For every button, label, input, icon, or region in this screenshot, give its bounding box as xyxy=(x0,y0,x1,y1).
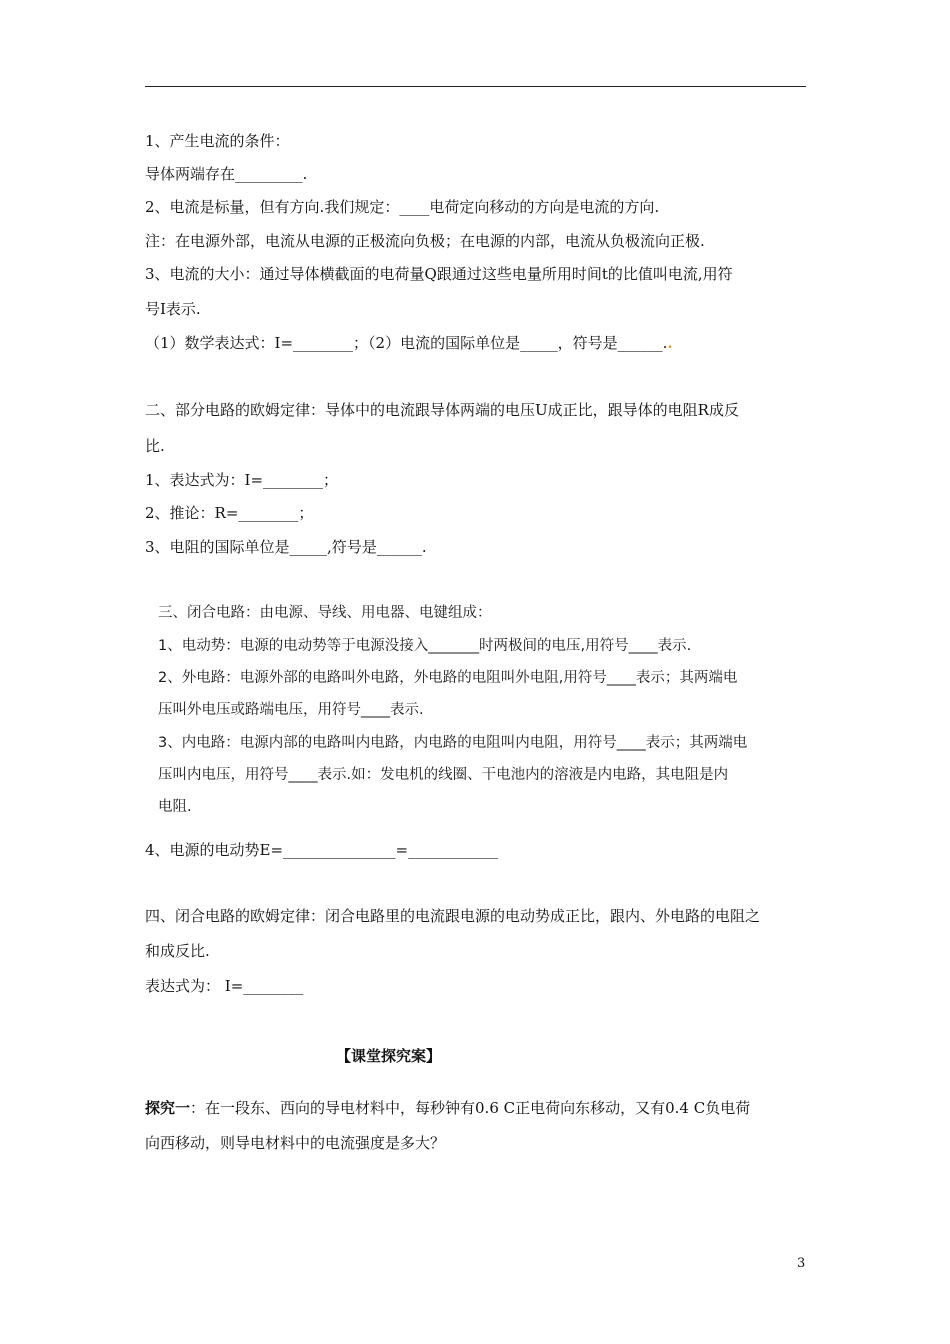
text-line: 号I表示. xyxy=(145,300,201,318)
text-line: 表达式为： I=________ xyxy=(145,977,304,995)
formula-line-text: （1）数学表达式：I=________；（2）电流的国际单位是_____，符号是______. xyxy=(145,334,668,352)
scanned-line: 电阻. xyxy=(158,799,192,815)
scanned-line: 压叫外电压或路端电压，用符号____表示. xyxy=(158,702,424,718)
text-line: 四、闭合电路的欧姆定律：闭合电路里的电流跟电源的电动势成正比，跟内、外电路的电阻之 xyxy=(145,907,761,925)
scanned-line: 3、内电路：电源内部的电路叫内电路，内电路的电阻叫内电阻，用符号____表示；其两端电 xyxy=(158,735,748,751)
section-heading: 【课堂探究案】 xyxy=(336,1047,442,1065)
text-line: 3、电流的大小：通过导体横截面的电荷量Q跟通过这些电量所用时间t的比值叫电流,用符 xyxy=(145,265,733,283)
question-line: 向西移动，则导电材料中的电流强度是多大？ xyxy=(145,1134,446,1152)
scanned-line: 1、电动势：电源的电动势等于电源没接入_______时两极间的电压,用符号____表示. xyxy=(158,638,692,654)
scanned-line: 三、闭合电路：由电源、导线、用电器、电键组成： xyxy=(158,605,492,621)
stray-mark: . xyxy=(667,334,673,352)
text-line: 2、推论：R=________； xyxy=(145,504,314,522)
text-line: 注：在电源外部，电流从电源的正极流向负极；在电源的内部，电流从负极流向正极. xyxy=(145,232,705,250)
text-line xyxy=(145,333,673,353)
text-line: 1、表达式为：I=________； xyxy=(145,471,339,489)
scanned-line: 2、外电路：电源外部的电路叫外电路，外电路的电阻叫外电阻,用符号____表示；其两端电 xyxy=(158,670,738,686)
text-line: 比. xyxy=(145,437,165,455)
question-text: ：在一段东、西向的导电材料中，每秒钟有0.6 C正电荷向东移动，又有0.4 C负电荷 xyxy=(190,1099,751,1117)
text-line: 二、部分电路的欧姆定律：导体中的电流跟导体两端的电压U成正比，跟导体的电阻R成反 xyxy=(145,401,739,419)
text-line: 4、电源的电动势E=_______________=____________ xyxy=(145,841,499,859)
text-line: 和成反比. xyxy=(145,942,210,960)
text-line: 1、产生电流的条件： xyxy=(145,132,290,150)
header-rule xyxy=(145,86,806,87)
question-label: 探究一 xyxy=(145,1099,191,1117)
page-number: 3 xyxy=(797,1256,806,1271)
question-line xyxy=(145,1098,750,1118)
text-line: 3、电阻的国际单位是_____,符号是______. xyxy=(145,538,427,556)
text-line: 导体两端存在_________. xyxy=(145,165,308,183)
text-line: 2、电流是标量，但有方向.我们规定：____电荷定向移动的方向是电流的方向. xyxy=(145,198,660,216)
scanned-line: 压叫内电压，用符号____表示.如：发电机的线圈、干电池内的溶液是内电路，其电阻是内 xyxy=(158,767,729,783)
